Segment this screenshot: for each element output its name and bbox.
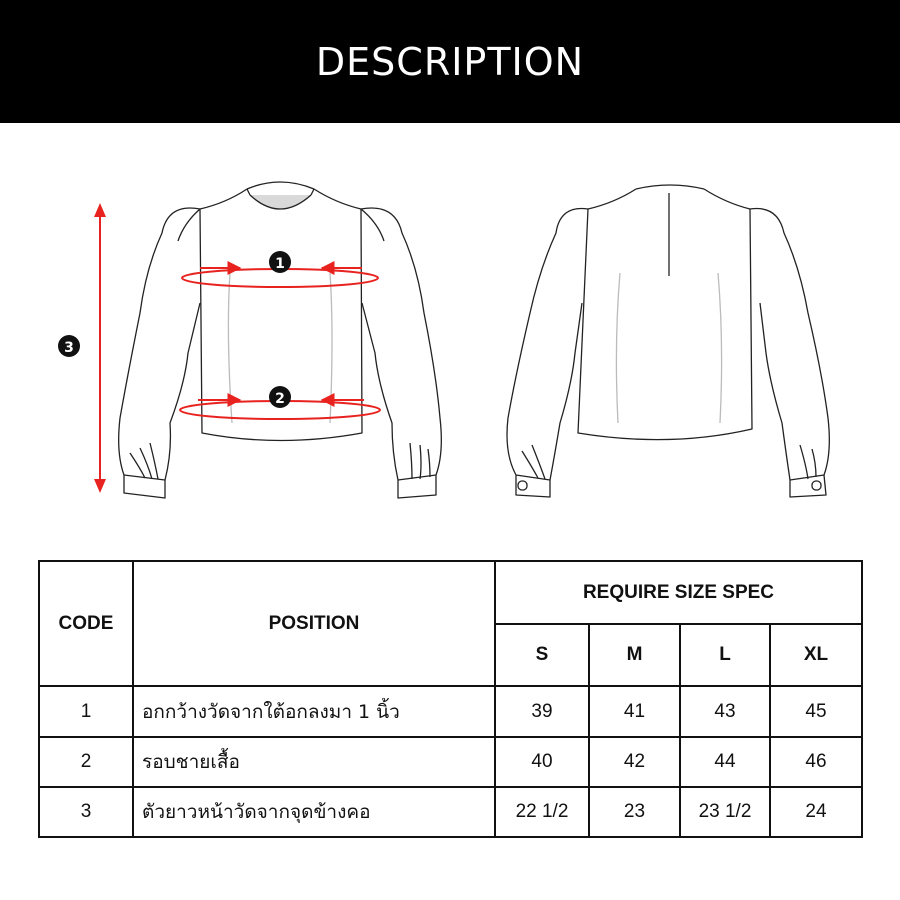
- size-header-s: S: [495, 624, 589, 686]
- size-header-m: M: [589, 624, 680, 686]
- header-banner: [0, 0, 900, 123]
- row-position: รอบชายเสื้อ: [133, 737, 495, 787]
- page-title: DESCRIPTION: [315, 39, 585, 84]
- row-position: อกกว้างวัดจากใต้อกลงมา 1 นิ้ว: [133, 686, 495, 737]
- marker-badge-3: [58, 335, 80, 357]
- row-value-l: 23 1/2: [680, 787, 770, 837]
- back-view-drawing: [507, 185, 829, 497]
- row-position: ตัวยาวหน้าวัดจากจุดข้างคอ: [133, 787, 495, 837]
- size-spec-table: [38, 560, 863, 838]
- row-value-m: 41: [589, 686, 680, 737]
- size-header-xl: XL: [770, 624, 862, 686]
- code-header: CODE: [39, 561, 133, 686]
- table-row: [39, 686, 862, 737]
- row-value-s: 22 1/2: [495, 787, 589, 837]
- svg-text:3: 3: [64, 340, 74, 356]
- row-value-s: 40: [495, 737, 589, 787]
- size-header-l: L: [680, 624, 770, 686]
- garment-diagram: [0, 123, 900, 543]
- row-value-xl: 46: [770, 737, 862, 787]
- row-code: 3: [39, 787, 133, 837]
- row-value-xl: 24: [770, 787, 862, 837]
- marker-badge-2: [269, 386, 291, 408]
- row-value-m: 23: [589, 787, 680, 837]
- svg-text:2: 2: [275, 391, 285, 407]
- row-value-m: 42: [589, 737, 680, 787]
- size-spec-header: REQUIRE SIZE SPEC: [495, 561, 862, 624]
- svg-text:1: 1: [275, 256, 285, 272]
- row-value-l: 44: [680, 737, 770, 787]
- row-code: 1: [39, 686, 133, 737]
- row-value-xl: 45: [770, 686, 862, 737]
- table-row: [39, 737, 862, 787]
- row-code: 2: [39, 737, 133, 787]
- row-value-s: 39: [495, 686, 589, 737]
- table-row: [39, 787, 862, 837]
- marker-badge-1: [269, 251, 291, 273]
- position-header: POSITION: [133, 561, 495, 686]
- front-view-drawing: [119, 182, 442, 498]
- row-value-l: 43: [680, 686, 770, 737]
